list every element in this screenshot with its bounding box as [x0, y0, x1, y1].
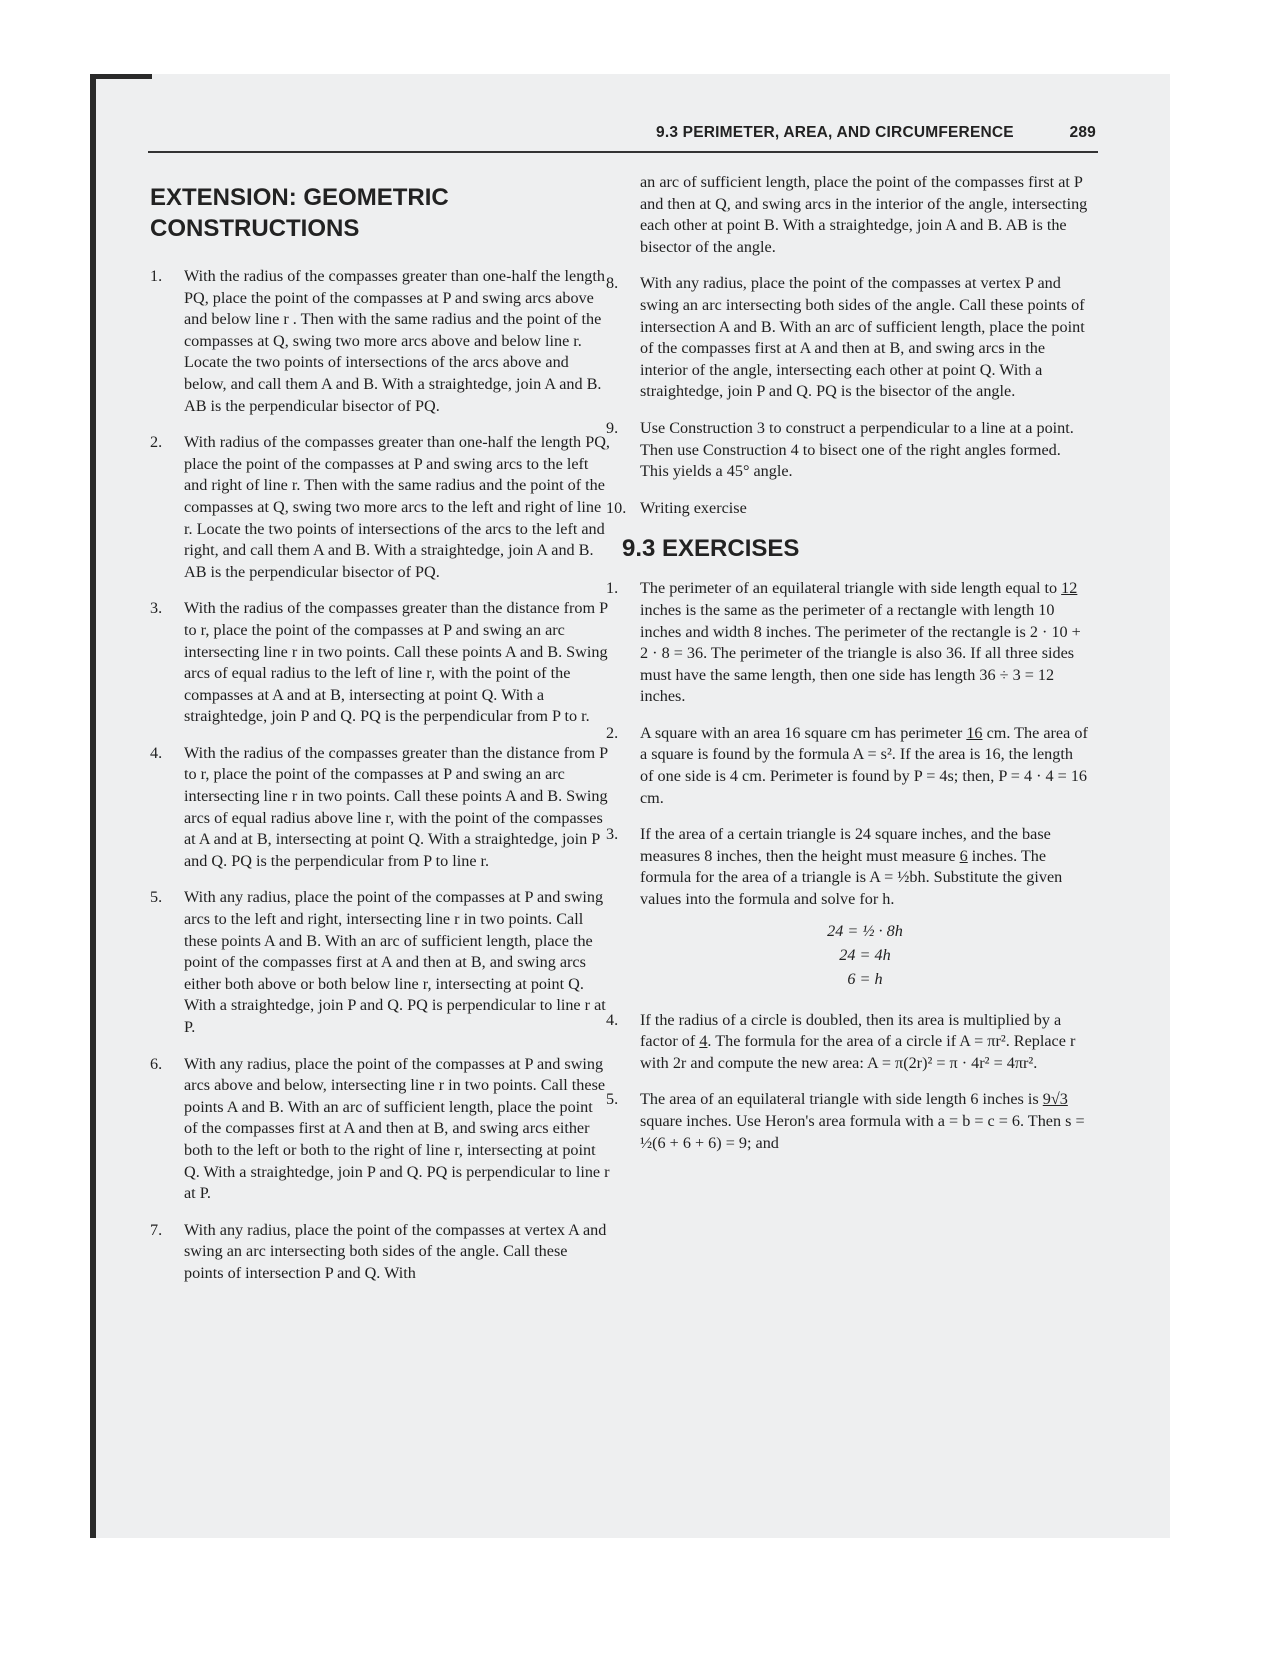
- item-number: 5.: [606, 1090, 619, 1109]
- item-text: [640, 723, 1090, 809]
- exercise-item: [606, 824, 1090, 994]
- item-text: With any radius, place the point of the compasses at vertex A and swing an arc intersecting both sides of the angle. Call these points of intersection P and Q. With: [184, 1220, 607, 1282]
- extension-title-line1: EXTENSION: GEOMETRIC: [150, 184, 449, 211]
- exercise-answer: 9√3: [1042, 1090, 1068, 1109]
- exercise-text-post: square inches. Use Heron's area formula with a = b = c = 6. Then s = ½(6 + 6 + 6) = 9; and: [640, 1112, 1085, 1152]
- item-text: With any radius, place the point of the compasses at P and swing arcs above and below, intersecting line r in two points. Call these points A and B. With an arc of sufficient length, place the point of the compasses first at A and then at B, and swing arcs either both to the left or both to the right of line r, intersecting at point Q. With a straightedge, join P and Q. PQ is perpendicular to line r at P.: [184, 1054, 610, 1203]
- construction-item: [150, 598, 610, 728]
- item-text: [640, 578, 1090, 708]
- exercise-item: [606, 1010, 1090, 1075]
- exercise-answer: 16: [966, 723, 983, 742]
- exercise-text-pre: The perimeter of an equilateral triangle with side length equal to: [640, 579, 1062, 598]
- right-column: [606, 172, 1090, 1169]
- header-rule: [148, 151, 1098, 153]
- item-number: 1.: [150, 267, 163, 285]
- item-number: 8.: [606, 274, 619, 293]
- item-number: 5.: [150, 888, 163, 907]
- construction-item: [150, 432, 610, 583]
- exercise-text-pre: If the radius of a circle is doubled, then its area is multiplied by a factor of: [640, 1010, 1062, 1051]
- construction-item: [150, 266, 610, 417]
- exercise-text-post: inches is the same as the perimeter of a rectangle with length 10 inches and width 8 inches. The perimeter of the rectangle is 2 · 10 + 2 · 8 = 36. The perimeter of the triangle is also 36. If all three sides must have the same length, then one side has length 36 ÷ 3 = 12 inches.: [640, 600, 1081, 706]
- item-text: With any radius, place the point of the compasses at P and swing arcs to the left and right, intersecting line r in two points. Call these points A and B. With an arc of sufficient length, place the point of the compasses first at A and then at B, and swing arcs either both above or both below line r, intersecting at point Q. With a straightedge, join P and Q. PQ is perpendicular to line r at P.: [184, 888, 606, 1036]
- item-text: With radius of the compasses greater than one-half the length PQ, place the point of the compasses at P and swing arcs to the left and right of line r. Then with the same radius and the point of the compasses at Q, swing two more arcs to the left and right of line r. Locate the two points of intersections of the arcs to the left and right, and call them A and B. With a straightedge, join A and B. AB is the perpendicular bisector of PQ.: [184, 433, 610, 581]
- construction-item: [150, 1054, 610, 1205]
- exercise-text-post: . The formula for the area of a circle if A = πr². Replace r with 2r and compute the new area: A = π(2r)² = π · 4r² = 4πr².: [640, 1032, 1076, 1072]
- exercise-item: [606, 578, 1090, 708]
- item-text: With the radius of the compasses greater than one-half the length PQ, place the point of the compasses at P and swing arcs above and below line r . Then with the same radius and the point of the compasses at Q, swing two more arcs above and below line r. Locate the two points of intersections of the arcs above and below, and call them A and B. With a straightedge, join A and B. AB is the perpendicular bisector of PQ.: [184, 267, 605, 415]
- running-head: [656, 124, 1096, 142]
- exercise-answer: 12: [1061, 579, 1078, 598]
- exercise-text-post: cm. The area of a square is found by the formula A = s². If the area is 16, the length of one side is 4 cm. Perimeter is found by P = 4s; then, P = 4 · 4 = 16 cm.: [640, 723, 1088, 807]
- exercises-title: 9.3 EXERCISES: [622, 535, 800, 563]
- item-number: 3.: [150, 599, 163, 618]
- exercise-answer: 4: [699, 1032, 708, 1051]
- construction-item: [150, 1220, 610, 1285]
- item-text: With the radius of the compasses greater than the distance from P to r, place the point of the compasses at P and swing an arc intersecting line r in two points. Call these points A and B. Swing arcs of equal radius above line r, with the point of the compasses at A and at B, intersecting at point Q. With a straightedge, join P and Q. PQ is the perpendicular from P to line r.: [184, 743, 608, 870]
- item-text: With any radius, place the point of the compasses at vertex P and swing an arc intersecting both sides of the angle. Call these points of intersection A and B. With an arc of sufficient length, place the point of the compasses first at A and then at B, and swing arcs in the interior of the angle, intersecting each other at point Q. With a straightedge, join P and Q. PQ is the bisector of the angle.: [640, 274, 1085, 401]
- construction-item: [606, 418, 1090, 483]
- item-number: 4.: [150, 743, 163, 762]
- item-text: Writing exercise: [640, 498, 747, 517]
- exercise-text-pre: The area of an equilateral triangle with side length 6 inches is: [640, 1090, 1043, 1109]
- exercise-text-post: inches. The formula for the area of a triangle is A = ½bh. Substitute the given values into the formula and solve for h.: [640, 846, 1063, 909]
- equation-line: 24 = 4h: [839, 945, 891, 964]
- exercise-text-pre: If the area of a certain triangle is 24 square inches, and the base measures 8 inches, then the height must measure: [640, 825, 1051, 865]
- section-heading: 9.3 PERIMETER, AREA, AND CIRCUMFERENCE: [656, 124, 1014, 141]
- item-text: [640, 1010, 1090, 1075]
- item-7-continuation: an arc of sufficient length, place the point of the compasses first at P and then at Q, and swing arcs in the interior of the angle, intersecting each other at point B. With a straightedge, join A and B. AB is the bisector of the angle.: [640, 173, 1088, 256]
- page-number: 289: [1069, 124, 1096, 141]
- construction-item: [150, 887, 610, 1038]
- item-number: 2.: [606, 723, 619, 742]
- item-number: 4.: [606, 1010, 619, 1029]
- construction-item: [606, 273, 1090, 403]
- scan-corner-mark: [96, 74, 152, 79]
- item-number: 7.: [150, 1220, 163, 1239]
- item-number: 1.: [606, 579, 619, 598]
- extension-title-line2: CONSTRUCTIONS: [150, 215, 360, 242]
- equation-line: 24 = ½ · 8h: [827, 921, 903, 940]
- equation-block: [640, 919, 1090, 991]
- item-text: Use Construction 3 to construct a perpendicular to a line at a point. Then use Construction 4 to bisect one of the right angles formed. This yields a 45° angle.: [640, 418, 1074, 481]
- exercise-item: [606, 1089, 1090, 1154]
- item-number: 6.: [150, 1054, 163, 1073]
- item-number: 9.: [606, 418, 619, 437]
- item-text: [640, 1089, 1090, 1154]
- exercise-answer: 6: [959, 846, 968, 865]
- exercise-text-pre: A square with an area 16 square cm has perimeter: [640, 723, 967, 742]
- item-number: 2.: [150, 433, 163, 452]
- equation-line: 6 = h: [847, 969, 883, 988]
- exercise-item: [606, 723, 1090, 809]
- item-number: 3.: [606, 825, 619, 844]
- extension-title: [150, 182, 610, 244]
- construction-item: [606, 498, 1090, 520]
- item-text: [640, 824, 1090, 994]
- item-text: With the radius of the compasses greater than the distance from P to r, place the point of the compasses at P and swing an arc intersecting line r in two points. Call these points A and B. Swing arcs of equal radius to the left of line r, with the point of the compasses at A and at B, intersecting at point Q. With a straightedge, join P and Q. PQ is the perpendicular from P to r.: [184, 599, 608, 726]
- construction-item: [150, 743, 610, 873]
- item-number: 10.: [606, 498, 627, 517]
- left-column: [150, 182, 610, 1300]
